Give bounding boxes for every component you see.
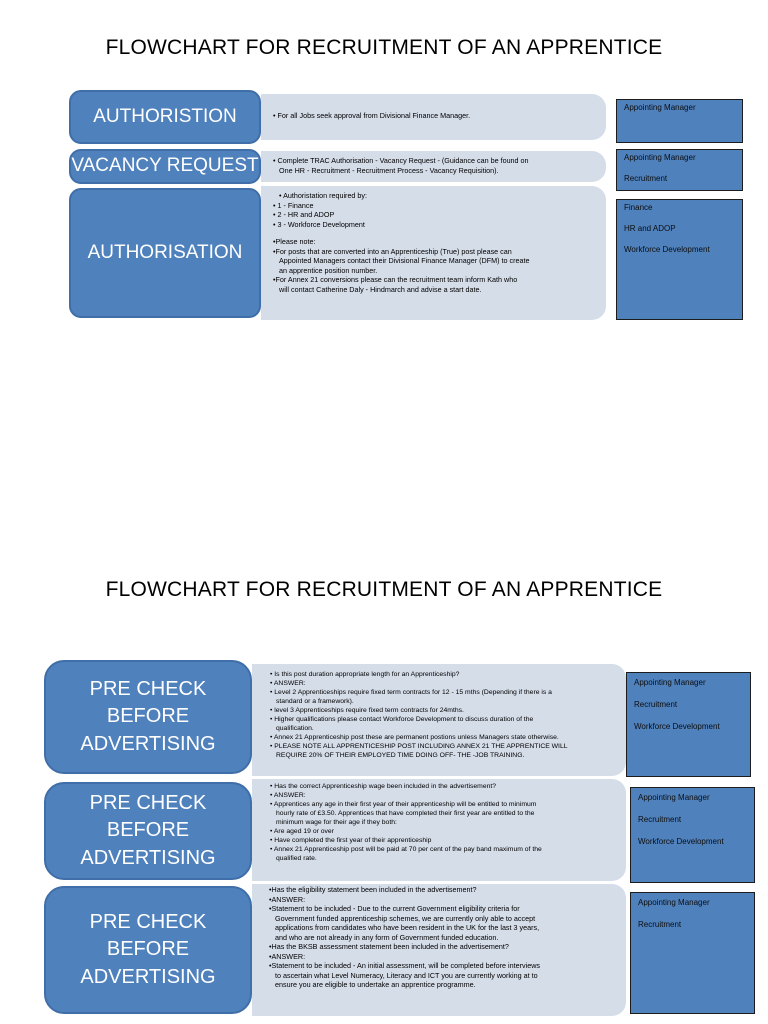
detail-line: • level 3 Apprenticeships require fixed term contracts for 24mths. <box>270 706 464 714</box>
detail-line: standard or a framework). <box>276 697 354 705</box>
detail-line: •Statement to be included - Due to the current Government eligibility criteria for <box>269 904 520 913</box>
detail-line: • ANSWER: <box>270 791 306 799</box>
role-box <box>616 99 743 143</box>
detail-line: an apprentice position number. <box>279 265 378 275</box>
detail-line: • PLEASE NOTE ALL APPRENTICESHIP POST INCLUDING ANNEX 21 THE APPRENTICE WILL <box>270 742 568 750</box>
step-label-authorisation: AUTHORISATION <box>69 188 261 318</box>
step-label-line: ADVERTISING <box>80 965 216 988</box>
detail-line: • 3 - Workforce Development <box>273 219 365 229</box>
detail-line: • Level 2 Apprenticeships require fixed term contracts for 12 - 15 mths (Depending if there is a <box>270 688 552 696</box>
step-label-pre-check <box>44 886 252 1014</box>
role-box <box>616 199 743 320</box>
step-label-authoristion: AUTHORISTION <box>69 90 261 144</box>
step-label-line: BEFORE <box>106 705 190 728</box>
role-label: HR and ADOP <box>624 224 676 233</box>
detail-line: • Authoristation required by: <box>279 191 368 200</box>
role-label: Appointing Manager <box>624 103 696 112</box>
step-label-line: BEFORE <box>106 938 190 961</box>
detail-line: applications from candidates who have been resident in the UK for the last 3 years, <box>275 923 540 932</box>
detail-line: qualified rate. <box>276 854 317 862</box>
detail-line: •Statement to be included - An initial assessment, will be completed before interviews <box>269 961 540 970</box>
role-label: Finance <box>624 203 653 212</box>
step-label-line: ADVERTISING <box>80 732 216 755</box>
step-label-pre-check <box>44 782 252 880</box>
role-label: Recruitment <box>638 815 682 824</box>
detail-line: •Has the eligibility statement been included in the advertisement? <box>269 885 477 894</box>
detail-line: • Apprentices any age in their first year of their apprenticeship will be entitled to minimum <box>270 800 537 808</box>
role-label: Workforce Development <box>634 722 720 731</box>
detail-line: One HR - Recruitment - Recruitment Process - Vacancy Requisition). <box>279 165 499 175</box>
step-label-pre-check <box>44 660 252 774</box>
role-label: Appointing Manager <box>638 898 710 907</box>
detail-line: minimum wage for their age if they both: <box>276 818 397 826</box>
detail-line: ensure you are eligible to undertake an apprentice programme. <box>275 980 476 989</box>
detail-line: • Is this post duration appropriate length for an Apprenticeship? <box>270 671 460 678</box>
detail-line: •ANSWER: <box>269 894 306 904</box>
role-label: Appointing Manager <box>634 678 706 687</box>
role-label: Recruitment <box>634 700 678 709</box>
step-label-vacancy-request: VACANCY REQUEST <box>69 149 261 184</box>
step-details <box>252 884 626 1016</box>
role-label: Appointing Manager <box>638 793 710 802</box>
detail-line: qualification. <box>276 724 314 732</box>
detail-line: Appointed Managers contact their Divisional Finance Manager (DFM) to create <box>279 256 530 265</box>
detail-line: to ascertain what Level Numeracy, Literacy and ICT you are currently working at to <box>275 970 538 980</box>
step-details <box>261 151 606 182</box>
role-label: Recruitment <box>638 920 682 929</box>
role-box <box>616 149 743 191</box>
detail-line: • ANSWER: <box>270 679 306 687</box>
detail-line: hourly rate of £3.50. Apprentices that have completed their first year are entitled to the <box>276 809 535 817</box>
step-label-line: PRE CHECK <box>89 677 207 700</box>
role-label: Workforce Development <box>638 837 724 846</box>
page-title: FLOWCHART FOR RECRUITMENT OF AN APPRENTICE <box>105 578 663 601</box>
detail-line: Government funded apprenticeship schemes, we are currently only able to accept <box>275 913 536 923</box>
detail-line: • Complete TRAC Authorisation - Vacancy Request - (Guidance can be found on <box>273 156 529 165</box>
detail-line: • 2 - HR and ADOP <box>273 210 335 219</box>
step-label-line: PRE CHECK <box>89 910 207 933</box>
detail-line: • Higher qualifications please contact Workforce Development to discuss duration of the <box>270 715 534 723</box>
detail-line: • 1 - Finance <box>273 200 314 210</box>
detail-line: and who are not already in any form of Government funded education. <box>275 932 499 942</box>
step-label-line: BEFORE <box>106 819 190 842</box>
step-details <box>261 186 606 320</box>
detail-line: •ANSWER: <box>269 951 306 961</box>
step-details <box>252 664 626 776</box>
detail-line: will contact Catherine Daly - Hindmarch and advise a start date. <box>279 284 482 294</box>
role-box <box>630 787 755 883</box>
step-details <box>261 94 606 140</box>
step-label-line: ADVERTISING <box>80 846 216 869</box>
detail-line: • For all Jobs seek approval from Divisional Finance Manager. <box>273 111 471 120</box>
step-label-line: PRE CHECK <box>89 791 207 814</box>
detail-line: • Has the correct Apprenticeship wage been included in the advertisement? <box>270 783 497 790</box>
role-label: Workforce Development <box>624 245 710 254</box>
detail-line: • Annex 21 Apprenticeship post these are permanent postions unless Managers state otherwise. <box>270 733 559 741</box>
detail-line: • Annex 21 Apprenticeship post will be paid at 70 per cent of the pay band maximum of the <box>270 845 542 853</box>
detail-line: • Have completed the first year of their apprenticeship <box>270 836 432 844</box>
page-title: FLOWCHART FOR RECRUITMENT OF AN APPRENTICE <box>105 36 663 59</box>
step-details <box>252 779 626 881</box>
detail-line: •Has the BKSB assessment statement been included in the advertisement? <box>269 942 509 951</box>
detail-line: REQUIRE 20% OF THEIR EMPLOYED TIME DOING OFF- THE -JOB TRAINING. <box>276 751 525 759</box>
role-box <box>630 892 755 1014</box>
detail-line: • Are aged 19 or over <box>270 827 334 835</box>
detail-line: •Please note: <box>273 237 316 246</box>
detail-line: •For Annex 21 conversions please can the recruitment team inform Kath who <box>273 275 518 284</box>
role-box <box>626 672 751 777</box>
role-label: Recruitment <box>624 174 668 183</box>
detail-line: •For posts that are converted into an Apprenticeship (True) post please can <box>273 246 512 256</box>
role-label: Appointing Manager <box>624 153 696 162</box>
